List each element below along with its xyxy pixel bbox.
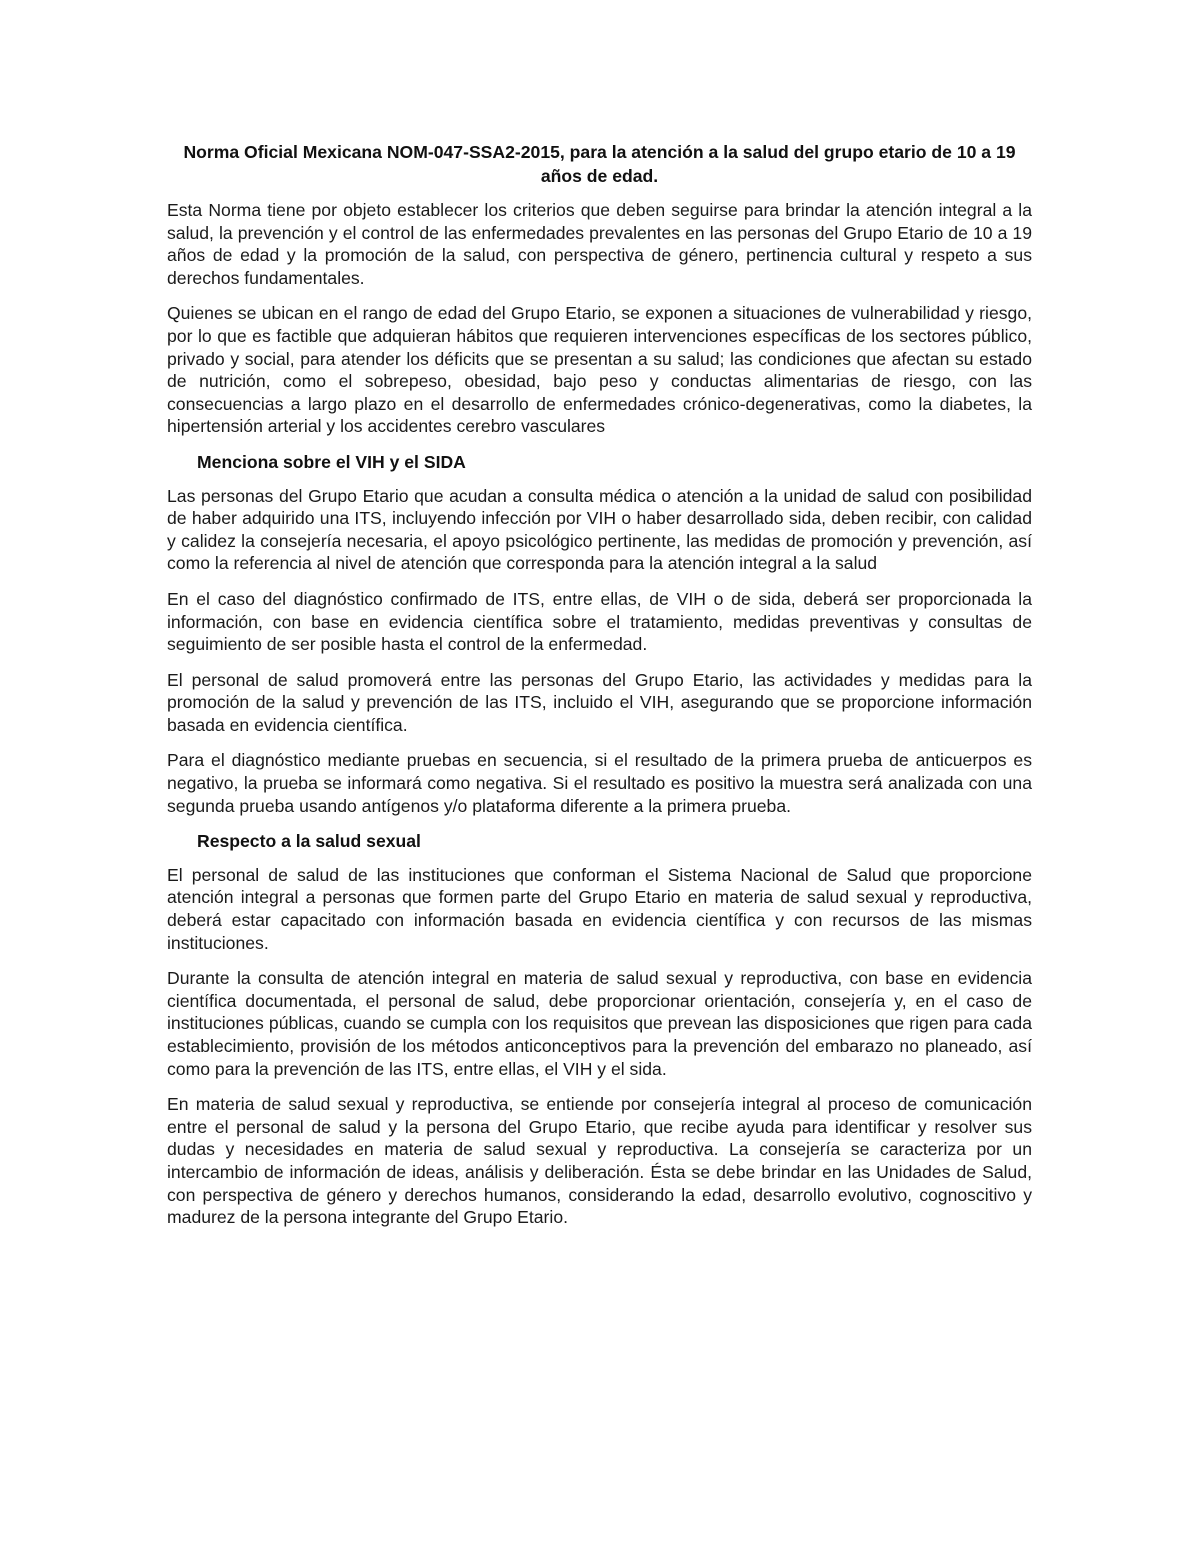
section-heading-salud-sexual: Respecto a la salud sexual <box>197 831 421 852</box>
section-1-paragraph-3: El personal de salud promoverá entre las personas del Grupo Etario, las actividades y medidas para la promoción de la salud y prevención de las ITS, incluido el VIH, asegurando que se proporcione información basada en evidencia científica. <box>167 669 1032 735</box>
document-page <box>167 140 1032 1242</box>
section-1-paragraph-1: Las personas del Grupo Etario que acudan a consulta médica o atención a la unidad de salud con posibilidad de haber adquirido una ITS, incluyendo infección por VIH o haber desarrollado sida, deben recibir, con calidad y calidez la consejería necesaria, el apoyo psicológico pertinente, las medidas de promoción y prevención, así como la referencia al nivel de atención que corresponda para la atención integral a la salud <box>167 485 1032 574</box>
section-2-paragraph-3: En materia de salud sexual y reproductiva, se entiende por consejería integral al proceso de comunicación entre el personal de salud y la persona del Grupo Etario, que recibe ayuda para identificar y resolver sus dudas y necesidades en materia de salud sexual y reproductiva. La consejería se caracteriza por un intercambio de información de ideas, análisis y deliberación. Ésta se debe brindar en las Unidades de Salud, con perspectiva de género y derechos humanos, considerando la edad, desarrollo evolutivo, cognoscitivo y madurez de la persona integrante del Grupo Etario. <box>167 1094 1032 1228</box>
section-heading-vih-sida: Menciona sobre el VIH y el SIDA <box>197 451 466 472</box>
section-1-paragraph-2: En el caso del diagnóstico confirmado de ITS, entre ellas, de VIH o de sida, deberá ser proporcionada la información, con base en evidencia científica sobre el tratamiento, medidas preventivas y consultas de seguimiento de ser posible hasta el control de la enfermedad. <box>167 588 1032 655</box>
document-title: Norma Oficial Mexicana NOM-047-SSA2-2015, para la atención a la salud del grupo etario de 10 a 19 años de edad. <box>183 142 1016 186</box>
intro-paragraph-2: Quienes se ubican en el rango de edad del Grupo Etario, se exponen a situaciones de vulnerabilidad y riesgo, por lo que es factible que adquieran hábitos que requieren intervenciones específicas de los sectores público, privado y social, para atender los déficits que se presentan a su salud; las condiciones que afectan su estado de nutrición, como el sobrepeso, obesidad, bajo peso y conductas alimentarias de riesgo, con las consecuencias a largo plazo en el desarrollo de enfermedades crónico-degenerativas, como la diabetes, la hipertensión arterial y los accidentes cerebro vasculares <box>167 303 1032 437</box>
intro-paragraph-1: Esta Norma tiene por objeto establecer los criterios que deben seguirse para brindar la atención integral a la salud, la prevención y el control de las enfermedades prevalentes en las personas del Grupo Etario de 10 a 19 años de edad y la promoción de la salud, con perspectiva de género, pertinencia cultural y respeto a sus derechos fundamentales. <box>167 200 1032 288</box>
section-1-paragraph-4: Para el diagnóstico mediante pruebas en secuencia, si el resultado de la primera prueba de anticuerpos es negativo, la prueba se informará como negativa. Si el resultado es positivo la muestra será analizada con una segunda prueba usando antígenos y/o plataforma diferente a la primera prueba. <box>167 750 1032 816</box>
section-2-paragraph-1: El personal de salud de las instituciones que conforman el Sistema Nacional de Salud que proporcione atención integral a personas que formen parte del Grupo Etario en materia de salud sexual y reproductiva, deberá estar capacitado con información basada en evidencia científica y con recursos de las mismas instituciones. <box>167 864 1032 953</box>
section-2-paragraph-2: Durante la consulta de atención integral en materia de salud sexual y reproductiva, con base en evidencia científica documentada, el personal de salud, debe proporcionar orientación, consejería y, en el caso de instituciones públicas, cuando se cumpla con los requisitos que prevean las disposiciones que rigen para cada establecimiento, provisión de los métodos anticonceptivos para la prevención del embarazo no planeado, así como para la prevención de las ITS, entre ellas, el VIH y el sida. <box>167 968 1032 1079</box>
